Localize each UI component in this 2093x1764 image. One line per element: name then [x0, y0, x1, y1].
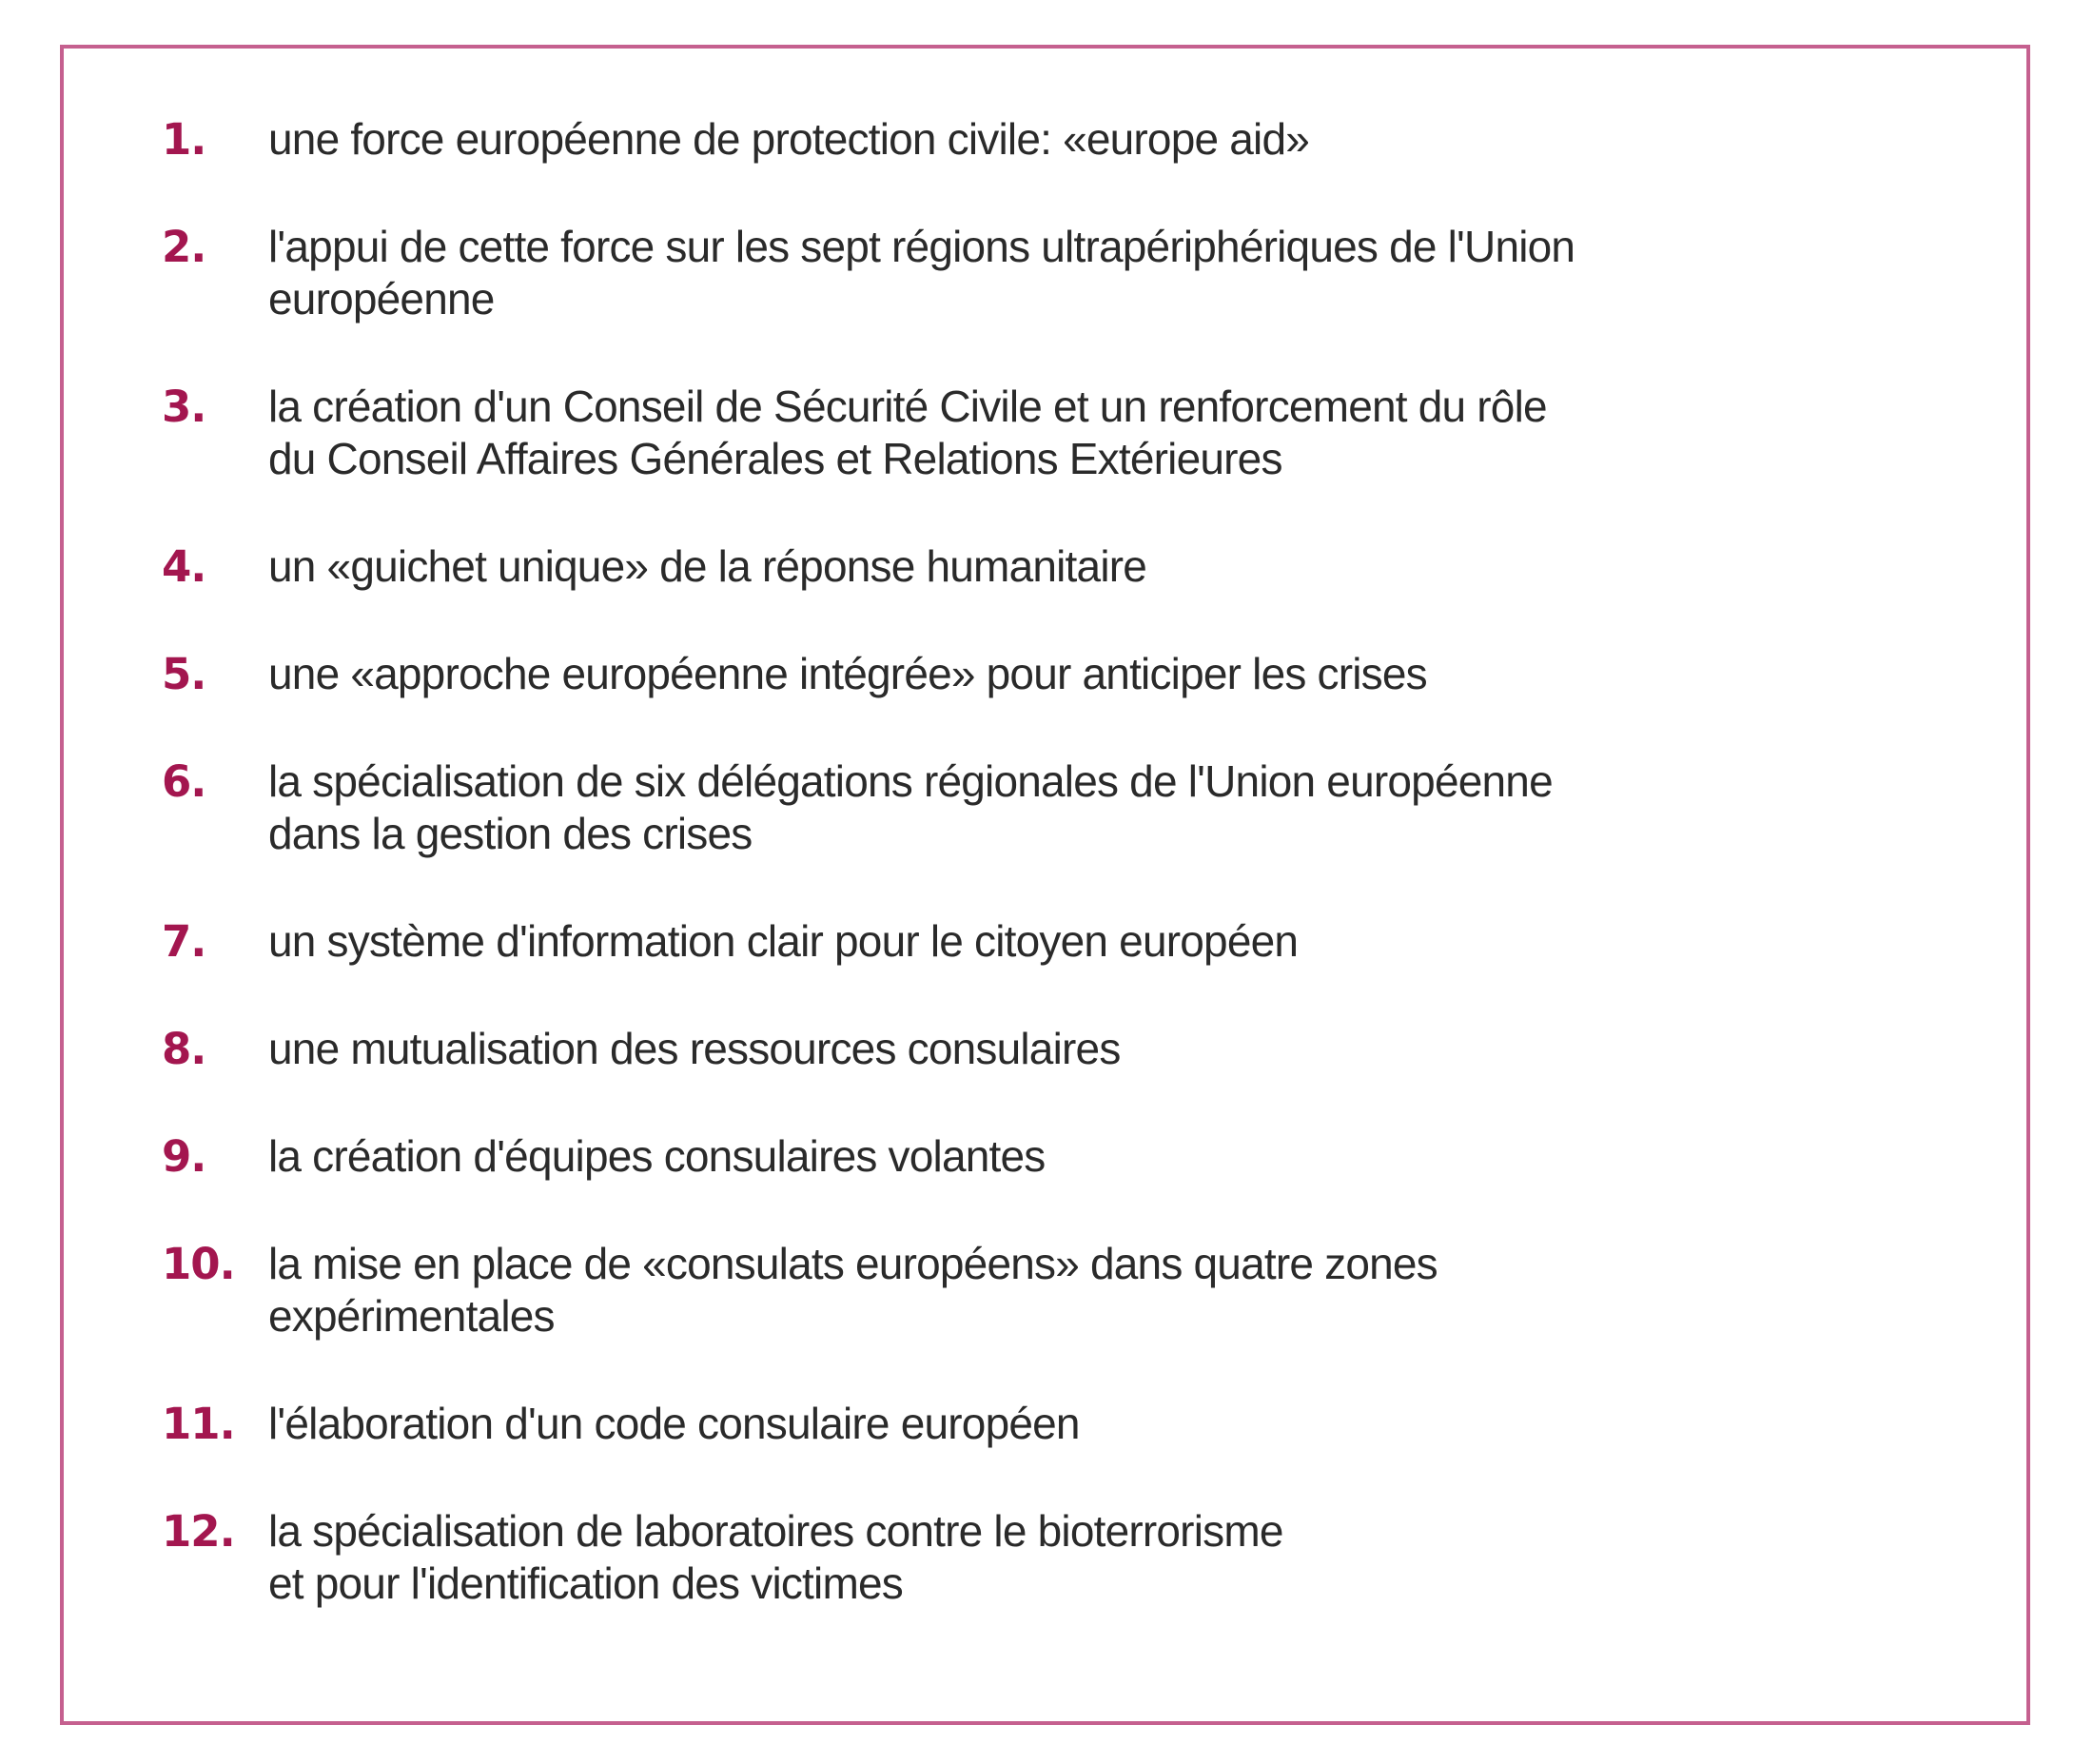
item-text-line: une force européenne de protection civile: «europe aid»: [268, 114, 1310, 164]
item-number: 10.: [162, 1239, 235, 1289]
item-text-line: la création d'un Conseil de Sécurité Civile et un renforcement du rôle: [268, 382, 1547, 431]
item-text-line: la mise en place de «consulats européens» dans quatre zones: [268, 1239, 1438, 1288]
list-item: [162, 1398, 1575, 1450]
list-item: [162, 1023, 1575, 1075]
numbered-list: [162, 113, 1575, 1665]
item-text: [268, 221, 1575, 325]
item-text-line: l'appui de cette force sur les sept régions ultrapériphériques de l'Union: [268, 222, 1575, 271]
list-item: [162, 381, 1575, 485]
item-text: [268, 1398, 1080, 1450]
list-item: [162, 1238, 1575, 1343]
list-item: [162, 648, 1575, 700]
item-number: 2.: [162, 222, 206, 272]
list-item: [162, 113, 1575, 166]
item-number: 4.: [162, 541, 206, 592]
item-text: [268, 381, 1547, 485]
item-text: [268, 1505, 1283, 1610]
item-text-line: la spécialisation de laboratoires contre le bioterrorisme: [268, 1506, 1283, 1556]
item-number: 6.: [162, 756, 206, 807]
item-text: [268, 755, 1553, 860]
item-text: [268, 113, 1309, 166]
item-text-line: un «guichet unique» de la réponse humanitaire: [268, 541, 1147, 591]
item-text: [268, 1130, 1045, 1183]
list-item: [162, 755, 1575, 860]
item-text-line: la spécialisation de six délégations régionales de l'Union européenne: [268, 756, 1553, 806]
item-number: 8.: [162, 1024, 206, 1074]
item-text-line: européenne: [268, 274, 495, 323]
item-text-line: un système d'information clair pour le citoyen européen: [268, 916, 1299, 966]
list-item: [162, 1505, 1575, 1610]
item-text-line: du Conseil Affaires Générales et Relations Extérieures: [268, 434, 1282, 483]
item-text: [268, 540, 1146, 593]
item-text-line: une «approche européenne intégrée» pour anticiper les crises: [268, 649, 1427, 698]
item-text: [268, 648, 1427, 700]
list-item: [162, 540, 1575, 593]
list-item: [162, 915, 1575, 968]
item-text-line: l'élaboration d'un code consulaire européen: [268, 1399, 1080, 1448]
item-text-line: dans la gestion des crises: [268, 809, 753, 858]
item-text-line: une mutualisation des ressources consulaires: [268, 1024, 1121, 1073]
list-item: [162, 1130, 1575, 1183]
item-number: 3.: [162, 382, 206, 432]
item-number: 12.: [162, 1506, 235, 1557]
item-number: 11.: [162, 1399, 235, 1449]
list-item: [162, 221, 1575, 325]
item-text: [268, 1023, 1121, 1075]
item-text-line: expérimentales: [268, 1291, 555, 1341]
item-text-line: et pour l'identification des victimes: [268, 1558, 903, 1608]
item-text: [268, 915, 1298, 968]
item-text: [268, 1238, 1438, 1343]
item-number: 5.: [162, 649, 206, 699]
item-number: 7.: [162, 916, 206, 967]
item-number: 9.: [162, 1131, 206, 1182]
item-number: 1.: [162, 114, 206, 165]
item-text-line: la création d'équipes consulaires volantes: [268, 1131, 1046, 1181]
